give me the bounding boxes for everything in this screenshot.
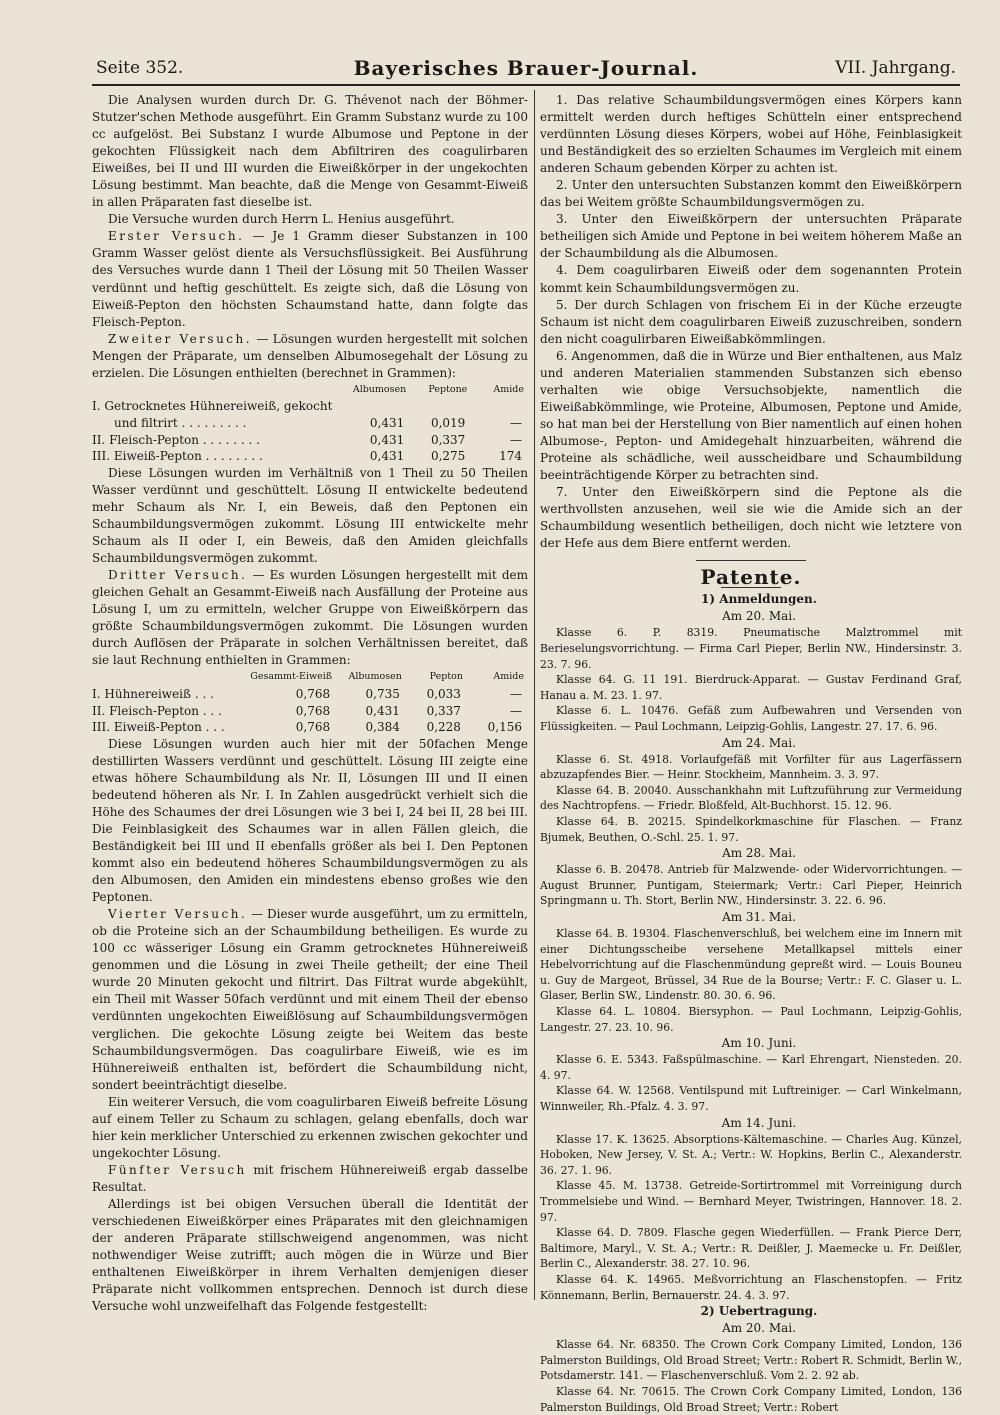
table-row — [92, 686, 528, 703]
paragraph-text: — Lösungen wurden hergestellt mit solchen Mengen der Präparate, um denselben Albumosegehalt der Lösung zu erzielen. Die Lösungen enthielten (berechnet in Grammen): — [92, 331, 528, 380]
table-cell: — — [510, 703, 522, 718]
patent-entry: Klasse 45. M. 13738. Getreide-Sortirtrommel mit Vorreinigung durch Trommelsiebe und Wind. — Bernhard Meyer, Twistringen, Hannover. 18. 2. 97. — [540, 1179, 962, 1224]
patent-entry: Klasse 64. W. 12568. Ventilspund mit Luftreiniger. — Carl Winkelmann, Winnweiler, Rh.-Pfalz. 4. 3. 97. — [540, 1084, 962, 1114]
patent-entry: Klasse 6. St. 4918. Vorlaufgefäß mit Vorfilter für aus Lagerfässern abzuzapfendes Bier. — Heinr. Stockheim, Mannheim. 3. 3. 97. — [540, 752, 962, 782]
col-header: Albumosen — [352, 383, 407, 395]
table-cell: 0,228 — [426, 720, 461, 735]
conclusion-item: 3. Unter den Eiweißkörpern der untersuchten Präparate betheiligen sich Amide und Peptone in bei weitem höherem Maße an der Schaumbildung als die Albumosen. — [540, 212, 962, 261]
table-cell: 174 — [499, 449, 522, 464]
header-rule — [92, 84, 960, 86]
table-cell: 0,768 — [295, 720, 331, 735]
date-heading: Am 14. Juni. — [721, 1115, 797, 1130]
patent-entry: Klasse 64. D. 7809. Flasche gegen Wiederfüllen. — Frank Pierce Derr, Baltimore, Maryl., V. St. A.; Vertr.: R. Deißler, J. Maemecke u. Fr. Deißler, Berlin C., Alexanderstr. 38. 27. 10. 96. — [540, 1226, 962, 1271]
subsection-heading: 2) Uebertragung. — [700, 1304, 818, 1319]
col-header: Gesammt-Eiweiß — [250, 671, 333, 683]
page-number: Seite 352. — [96, 58, 184, 78]
row-label: II. Fleisch-Pepton . . . — [92, 703, 222, 718]
volume-label: VII. Jahrgang. — [835, 58, 956, 78]
patent-entry: Klasse 64. B. 20215. Spindelkorkmaschine für Flaschen. — Franz Bjumek, Beuthen, O.-Schl. 25. 1. 97. — [540, 814, 962, 844]
date-heading: Am 28. Mai. — [722, 846, 796, 861]
patent-entry: Klasse 64. B. 20040. Ausschankhahn mit Luftzuführung zur Vermeidung des Nachtropfens. — Friedr. Bloßfeld, Alt-Buchhorst. 15. 12. 96. — [540, 783, 962, 813]
col-header: Amide — [493, 671, 524, 683]
conclusion-item: 6. Angenommen, daß die in Würze und Bier enthaltenen, aus Malz und anderen Materialien stammenden Substanzen sich ebenso verhalten wie obige Versuchsobjekte, namentlich die Eiweißabkömmlinge, wie Proteine, Albumosen, Peptone und Amide, so hat man bei der Herstellung von Bier namentlich auf einen hohen Albumose-, Pepton- und Amidegehalt hinzuarbeiten, während die Proteine als schädliche, weil ausscheidbare und Schaumbildung beeinträchtigende Körper zu betrachten sind. — [540, 348, 962, 483]
table-row — [92, 719, 528, 736]
paragraph — [92, 331, 528, 382]
patent-entry: Klasse 64. K. 14965. Meßvorrichtung an Flaschenstopfen. — Fritz Könnemann, Berlin, Bernauerstr. 24. 4. 3. 97. — [540, 1273, 962, 1302]
row-label: III. Eiweiß-Pepton . . . — [92, 720, 225, 735]
row-label: I. Getrocknetes Hühnereiweiß, gekocht — [92, 399, 333, 414]
patent-entry: Klasse 6. E. 5343. Faßspülmaschine. — Karl Ehrengart, Niensteden. 20. 4. 97. — [540, 1053, 962, 1082]
right-column — [540, 92, 962, 1415]
patent-entry: Klasse 64. Nr. 70615. The Crown Cork Company Limited, London, 136 Palmerston Buildings, Old Broad Street; Vertr.: Robert — [540, 1385, 962, 1414]
table-row — [92, 703, 528, 720]
conclusion-item: 1. Das relative Schaumbildungsvermögen eines Körpers kann ermittelt werden durch heftiges Schütteln einer entsprechend verdünnten Lösung dieses Körpers, wobei auf Höhe, Feinblasigkeit und Beständigkeit des so erzielten Schaumes im Vergleich mit einem anderen Schaum gebenden Körper zu achten ist. — [540, 93, 962, 176]
table-cell: 0,275 — [430, 449, 466, 464]
patent-entry: Klasse 64. Nr. 68350. The Crown Cork Company Limited, London, 136 Palmerston Buildings, Old Broad Street; Vertr.: Robert R. Schmidt, Berlin W., Potsdamerstr. 141. — Flaschenverschluß. Vom 2. 2. 92 ab. — [540, 1338, 962, 1383]
paragraph-text: — Je 1 Gramm dieser Substanzen in 100 Gramm Wasser gelöst diente als Versuchsflüssigkeit. Bei Ausführung des Versuches wurde dann 1 Theil der Lösung mit 50 Theilen Wasser verdünnt und heftig geschüttelt. Es zeigte sich, daß die Lösung von Eiweiß-Pepton den höchsten Schaumstand hatte, dann folgte das Fleisch-Pepton. — [92, 229, 529, 329]
subsection-heading: 1) Anmeldungen. — [701, 592, 817, 607]
paragraph: Die Versuche wurden durch Herrn L. Henius ausgeführt. — [108, 212, 455, 227]
date-heading: Am 31. Mai. — [722, 910, 796, 924]
experiment-heading: Erster Versuch. — [108, 229, 245, 244]
paragraph: Ein weiterer Versuch, die vom coagulirbaren Eiweiß befreite Lösung auf einem Teller zu Schaum zu schlagen, gelang ebenfalls, doch war hier kein merklicher Unterschied zu erkennen zwischen gekochter und ungekochter Lösung. — [92, 1094, 528, 1160]
patent-entry: Klasse 6. L. 10476. Gefäß zum Aufbewahren und Versenden von Flüssigkeiten. — Paul Lochmann, Leipzig-Gohlis, Langestr. 27. 17. 6. 96. — [540, 704, 962, 733]
column-divider — [534, 90, 535, 1300]
page-header — [96, 56, 956, 82]
left-column — [92, 92, 528, 1315]
conclusion-item: 2. Unter den untersuchten Substanzen kommt den Eiweißkörpern das bei Weitem größte Schaumbildungsvermögen zu. — [540, 178, 962, 210]
table-cell: 0,019 — [430, 415, 466, 430]
row-label: I. Hühnereiweiß . . . — [92, 686, 214, 701]
paragraph-text: — Dieser wurde ausgeführt, um zu ermitteln, ob die Proteine sich an der Schaumbildung betheiligen. Es wurde zu 100 cc wässeriger Lösung ein Gramm getrocknetes Hühnereiweiß genommen und die Lösung in zwei Theile getheilt; der eine Theil wurde 20 Minuten gekocht und filtrirt. Das Filtrat wurde abgekühlt, ein Theil mit Wasser 50fach verdünnt und mit einem Theil der ebenso verdünnten ungekochten Eiweißlösung auf Schaumbildungsvermögen verglichen. Die gekochte Lösung zeigte bei Weitem das beste Schaumbildungsvermögen. Das coagulirbare Eiweiß, wie es im Hühnereiweiß enthalten ist, befördert die Schaumbildung nicht, sondert beeinträchtigt dieselbe. — [92, 907, 528, 1092]
experiment-heading: Vierter Versuch. — [108, 907, 248, 922]
patent-entry: Klasse 64. L. 10804. Biersyphon. — Paul Lochmann, Leipzig-Gohlis, Langestr. 27. 23. 10. 96. — [540, 1005, 962, 1034]
date-heading: Am 20. Mai. — [722, 609, 796, 624]
table-header-row — [92, 382, 528, 399]
paragraph-text: mit frischem Hühnereiweiß ergab dasselbe Resultat. — [92, 1162, 528, 1194]
date-heading: Am 10. Juni. — [721, 1036, 797, 1051]
table-row — [92, 415, 528, 432]
table-cell: 0,384 — [365, 720, 400, 735]
table-cell: — — [510, 415, 522, 430]
experiment-heading: Zweiter Versuch. — [108, 331, 253, 346]
conclusion-item: 4. Dem coagulirbaren Eiweiß oder dem sogenannten Protein kommt kein Schaumbildungsvermögen zu. — [540, 263, 962, 295]
col-header: Pepton — [429, 671, 463, 683]
patent-entry: Klasse 6. B. 20478. Antrieb für Malzwende- oder Widervorrichtungen. — August Brunner, Puntigam, Steiermark; Vertr.: Carl Pieper, Heinrich Springmann u. Th. Stort, Berlin NW., Hindersinstr. 3. 22. 6. 96. — [540, 863, 962, 908]
date-heading: Am 24. Mai. — [722, 735, 796, 750]
patent-entry: Klasse 64. B. 19304. Flaschenverschluß, bei welchem eine im Innern mit einer Dichtungsscheibe versehene Metallkapsel mittels einer Hebelvorrichtung auf die Flaschenmündung gepreßt wird. — Louis Bouneu u. Guy de Margeot, Brüssel, 34 Rue de la Bourse; Vertr.: F. C. Glaser u. L. Glaser, Berlin SW., Lindenstr. 80. 30. 6. 96. — [540, 927, 962, 1003]
table-cell: — — [510, 686, 522, 701]
table-cell: 0,768 — [295, 703, 331, 718]
table-cell: — — [510, 432, 522, 447]
row-label: III. Eiweiß-Pepton . . . . . . . . — [92, 449, 263, 464]
patents-heading: Patente. — [700, 565, 802, 590]
paragraph: Diese Lösungen wurden auch hier mit der 50fachen Menge destillirten Wassers verdünnt und geschüttelt. Lösung III zeigte eine etwas höhere Schaumbildung als Nr. II, Lösungen III und II einen bedeutend höheren als Nr. I. In Zahlen ausgedrückt verhielt sich die Höhe des Schaumes der drei Lösungen wie 3 bei I, 24 bei II, 28 bei III. Die Feinblasigkeit des Schaumes war in allen Fällen gleich, die Beständigkeit bei III und II ebenfalls größer als bei I. Den Peptonen kommt also ein bedeutend höheres Schaumbildungsvermögen zu als den Albumosen, den Amiden ein mindestens ebenso großes wie den Peptonen. — [92, 736, 528, 905]
experiment-heading: Dritter Versuch. — [108, 568, 248, 583]
paragraph-text: — Es wurden Lösungen hergestellt mit dem gleichen Gehalt an Gesammt-Eiweiß nach Ausfällung der Proteine aus Lösung I, um zu ermitteln, welcher Gruppe von Eiweißkörpern das größte Schaumbildungsvermögen zukommt. Die Lösungen wurden durch Auflösen der Präparate in solchen Verhältnissen bereitet, daß sie laut Rechnung enthielten in Grammen: — [92, 568, 528, 668]
paragraph: Diese Lösungen wurden im Verhältniß von 1 Theil zu 50 Theilen Wasser verdünnt und geschüttelt. Lösung II entwickelte bedeutend mehr Schaum als Nr. I, ein Beweis, daß den Peptonen ein Schaumbildungsvermögen zukommt. Lösung III entwickelte mehr Schaum als II oder I, ein Beweis, daß den Amiden gleichfalls Schaumbildungsvermögen zukommt. — [92, 465, 528, 565]
conclusions — [540, 92, 962, 552]
table-cell: 0,431 — [365, 703, 400, 718]
table-cell: 0,033 — [426, 686, 461, 701]
table-experiment-2 — [92, 382, 528, 465]
experiment-heading: Fünfter Versuch — [108, 1162, 247, 1177]
table-cell: 0,431 — [369, 415, 405, 430]
patent-entry: Klasse 17. K. 13625. Absorptions-Kältemaschine. — Charles Aug. Künzel, Hoboken, New Jersey, V. St. A.; Vertr.: W. Hopkins, Berlin C., Alexanderstr. 36. 27. 1. 96. — [540, 1132, 962, 1177]
row-label: und filtrirt . . . . . . . . . — [114, 415, 247, 430]
col-header: Albumosen — [348, 671, 402, 683]
table-experiment-3 — [92, 669, 528, 735]
date-heading: Am 20. Mai. — [722, 1321, 796, 1336]
table-row — [92, 432, 528, 449]
table-cell: 0,735 — [365, 686, 400, 701]
table-row — [92, 398, 528, 415]
patent-entry: Klasse 64. G. 11 191. Bierdruck-Apparat. — Gustav Ferdinand Graf, Hanau a. M. 23. 1. 97. — [540, 673, 962, 702]
paragraph — [92, 906, 528, 1094]
col-header: Amide — [493, 383, 524, 395]
patent-entry: Klasse 6. P. 8319. Pneumatische Malztrommel mit Berieselungsvorrichtung. — Firma Carl Pieper, Berlin NW., Hindersinstr. 3. 23. 7. 96. — [540, 626, 962, 671]
table-cell: 0,337 — [426, 703, 461, 718]
table-cell: 0,337 — [430, 432, 466, 447]
paragraph — [92, 228, 528, 330]
journal-title: Bayerisches Brauer-Journal. — [353, 56, 699, 80]
row-label: II. Fleisch-Pepton . . . . . . . . — [92, 432, 260, 447]
col-header: Peptone — [428, 383, 468, 395]
paragraph: Allerdings ist bei obigen Versuchen überall die Identität der verschiedenen Eiweißkörper eines Präparates mit den gleichnamigen der anderen Präparate stillschweigend angenommen, was nicht nothwendiger Weise zutrifft; auch mögen die in Würze und Bier enthaltenen Eiweißkörper in ihrem Verhalten demjenigen dieser Präparate nicht vollkommen entsprechen. Dennoch ist durch diese Versuche wohl unzweifelhaft das Folgende festgestellt: — [92, 1196, 528, 1314]
paragraph: Die Analysen wurden durch Dr. G. Thévenot nach der Böhmer-Stutzer'schen Methode ausgeführt. Ein Gramm Substanz wurde zu 100 cc aufgelöst. Bei Substanz I wurde Albumose und Peptone in der gekochten Flüssigkeit nach dem Abfiltriren des coagulirbaren Eiweißes, bei II und III wurden die Eiweißkörper in der ungekochten Lösung bestimmt. Man beachte, daß die Menge von Gesammt-Eiweiß in allen Präparaten fast dieselbe ist. — [92, 93, 528, 210]
conclusion-item: 5. Der durch Schlagen von frischem Ei in der Küche erzeugte Schaum ist nicht dem coagulirbaren Eiweiß zuzuschreiben, sondern den nicht coagulirbaren Eiweißabkömmlingen. — [540, 297, 962, 346]
table-cell: 0,431 — [369, 449, 405, 464]
table-cell: 0,768 — [295, 686, 331, 701]
table-cell: 0,156 — [487, 720, 522, 735]
table-row — [92, 448, 528, 465]
conclusion-item: 7. Unter den Eiweißkörpern sind die Peptone als die werthvollsten anzusehen, weil sie wie die Amide sich an der Schaumbildung wesentlich betheiligen, doch nicht wie letztere von der Hefe aus dem Biere entfernt werden. — [540, 485, 962, 551]
table-cell: 0,431 — [369, 432, 405, 447]
paragraph — [92, 1162, 528, 1196]
paragraph — [92, 567, 528, 669]
section-divider — [696, 560, 806, 561]
table-header-row — [92, 669, 528, 686]
